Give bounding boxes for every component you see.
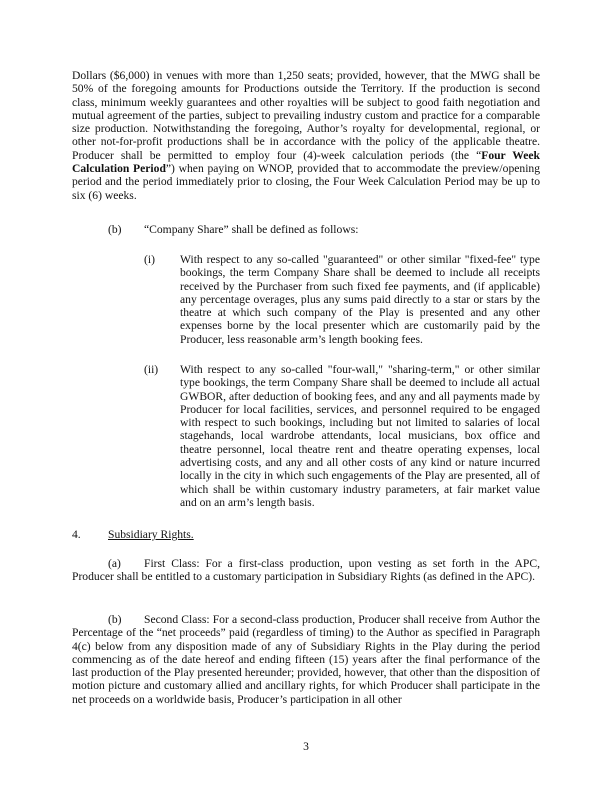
item-ii-label: (ii): [144, 363, 159, 376]
section-b-label: (b): [108, 223, 122, 236]
page-number: 3: [303, 740, 309, 753]
intro-paragraph: [72, 69, 540, 202]
item-i-text: With respect to any so-called "guaranteed" or other similar "fixed-fee" type bookings, the term Company Share shall be deemed to include all receipts received by the Purchaser from such fixed fee payments, and (if applicable) any percentage overages, plus any sums paid directly to a star or stars by the theatre at which such company of the Play is presented and any other expenses borne by the local presenter which are customarily paid by the Producer, less reasonable arm’s length booking fees.: [180, 253, 540, 346]
section-4a-paragraph: [72, 557, 540, 584]
section-4b-label: (b): [108, 613, 122, 626]
section-4b-paragraph: [72, 613, 540, 706]
intro-text-part2: ”) when paying on WNOP, provided that to accommodate the preview/opening period and the period immediately prior to closing, the Four Week Calculation Period may be up to six (6) weeks.: [72, 162, 541, 202]
section-4-number: 4.: [72, 528, 81, 541]
defined-term-four-week-calculation-period: Four Week Calculation Period: [72, 148, 540, 176]
item-i-label: (i): [144, 253, 155, 266]
section-4a-text: First Class: For a first-class production, upon vesting as set forth in the APC, Producer shall be entitled to a customary participation in Subsidiary Rights (as defined in the APC).: [72, 557, 540, 584]
item-ii-text: With respect to any so-called "four-wall," "sharing-term," or other similar type bookings, the term Company Share shall be deemed to include all actual GWBOR, after deduction of booking fees, and any and all payments made by Producer for local facilities, services, and personnel required to be engaged with respect to such bookings, including but not limited to salaries of local stagehands, local wardrobe attendants, local musicians, box office and theatre personnel, local theatre rent and theatre operating expenses, local advertising costs, and any and all other costs of any kind or nature incurred locally in the city in which such engagements of the Play are presented, all of which shall be within customary industry parameters, at fair market value and on an arm’s length basis.: [180, 363, 540, 509]
section-b-title: “Company Share” shall be defined as follows:: [144, 223, 359, 236]
section-4-title: Subsidiary Rights.: [108, 528, 194, 541]
section-4a-label: (a): [108, 557, 121, 570]
section-4b-text: Second Class: For a second-class production, Producer shall receive from Author the Percentage of the “net proceeds” paid (regardless of timing) to the Author as specified in Paragraph 4(c) below from any disposition made of any of Subsidiary Rights in the Play during the period commencing as of the date hereof and ending fifteen (15) years after the final performance of the last production of the Play presented hereunder; provided, however, that other than the disposition of motion picture and customary allied and ancillary rights, for which Producer shall participate in the net proceeds on a worldwide basis, Producer’s participation in all other: [72, 613, 540, 706]
intro-text-part1: Dollars ($6,000) in venues with more than 1,250 seats; provided, however, that the MWG shall be 50% of the foregoing amounts for Productions outside the Territory. If the production is second class, minimum weekly guarantees and other royalties will be subject to good faith negotiation and mutual agreement of the parties, subject to prevailing industry custom and practice for a comparable size production. Notwithstanding the foregoing, Author’s royalty for developmental, regional, or other not-for-profit productions shall be in accordance with the policy of the applicable theatre. Producer shall be permitted to employ four (4)-week calculation periods (the “: [72, 69, 540, 162]
